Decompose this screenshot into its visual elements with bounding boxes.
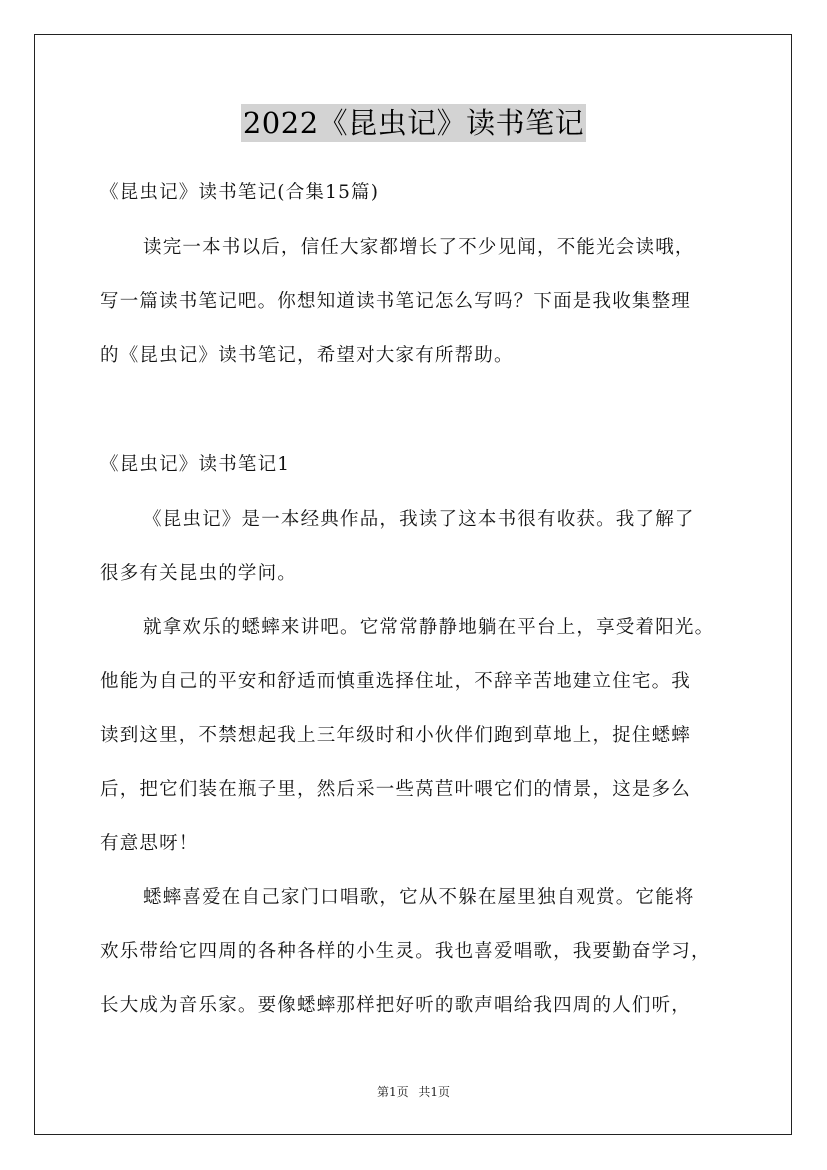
- section-heading-collection: 《昆虫记》读书笔记(合集15篇): [100, 182, 380, 203]
- paragraph-line: 他能为自己的平安和舒适而慎重选择住址，不辞辛苦地建立住宅。我: [100, 671, 692, 692]
- page-footer: [0, 1084, 827, 1100]
- paragraph-line: 的《昆虫记》读书笔记，希望对大家有所帮助。: [100, 345, 514, 366]
- paragraph-line: 蟋蟀喜爱在自己家门口唱歌，它从不躲在屋里独自观赏。它能将: [143, 887, 695, 908]
- page-total: 共1页: [418, 1085, 451, 1099]
- paragraph-line: 欢乐带给它四周的各种各样的小生灵。我也喜爱唱歌，我要勤奋学习，: [100, 941, 711, 962]
- paragraph-line: 写一篇读书笔记吧。你想知道读书笔记怎么写吗？下面是我收集整理: [100, 291, 692, 312]
- paragraph-line: 读完一本书以后，信任大家都增长了不少见闻，不能光会读哦，: [143, 237, 695, 258]
- paragraph-line: 长大成为音乐家。要像蟋蟀那样把好听的歌声唱给我四周的人们听，: [100, 995, 692, 1016]
- paragraph-line: 就拿欢乐的蟋蟀来讲吧。它常常静静地躺在平台上，享受着阳光。: [143, 617, 715, 638]
- paragraph-line: 后，把它们装在瓶子里，然后采一些莴苣叶喂它们的情景，这是多么: [100, 779, 692, 800]
- document-title: 2022《昆虫记》读书笔记: [242, 106, 585, 140]
- title-container: [0, 104, 827, 142]
- paragraph-line: 很多有关昆虫的学问。: [100, 563, 298, 584]
- paragraph-line: 读到这里，不禁想起我上三年级时和小伙伴们跑到草地上，捉住蟋蟀: [100, 725, 692, 746]
- paragraph-line: 《昆虫记》是一本经典作品，我读了这本书很有收获。我了解了: [143, 509, 695, 530]
- section-heading-note-1: 《昆虫记》读书笔记1: [100, 454, 291, 475]
- page-number: 第1页: [376, 1085, 409, 1099]
- paragraph-line: 有意思呀！: [100, 833, 199, 854]
